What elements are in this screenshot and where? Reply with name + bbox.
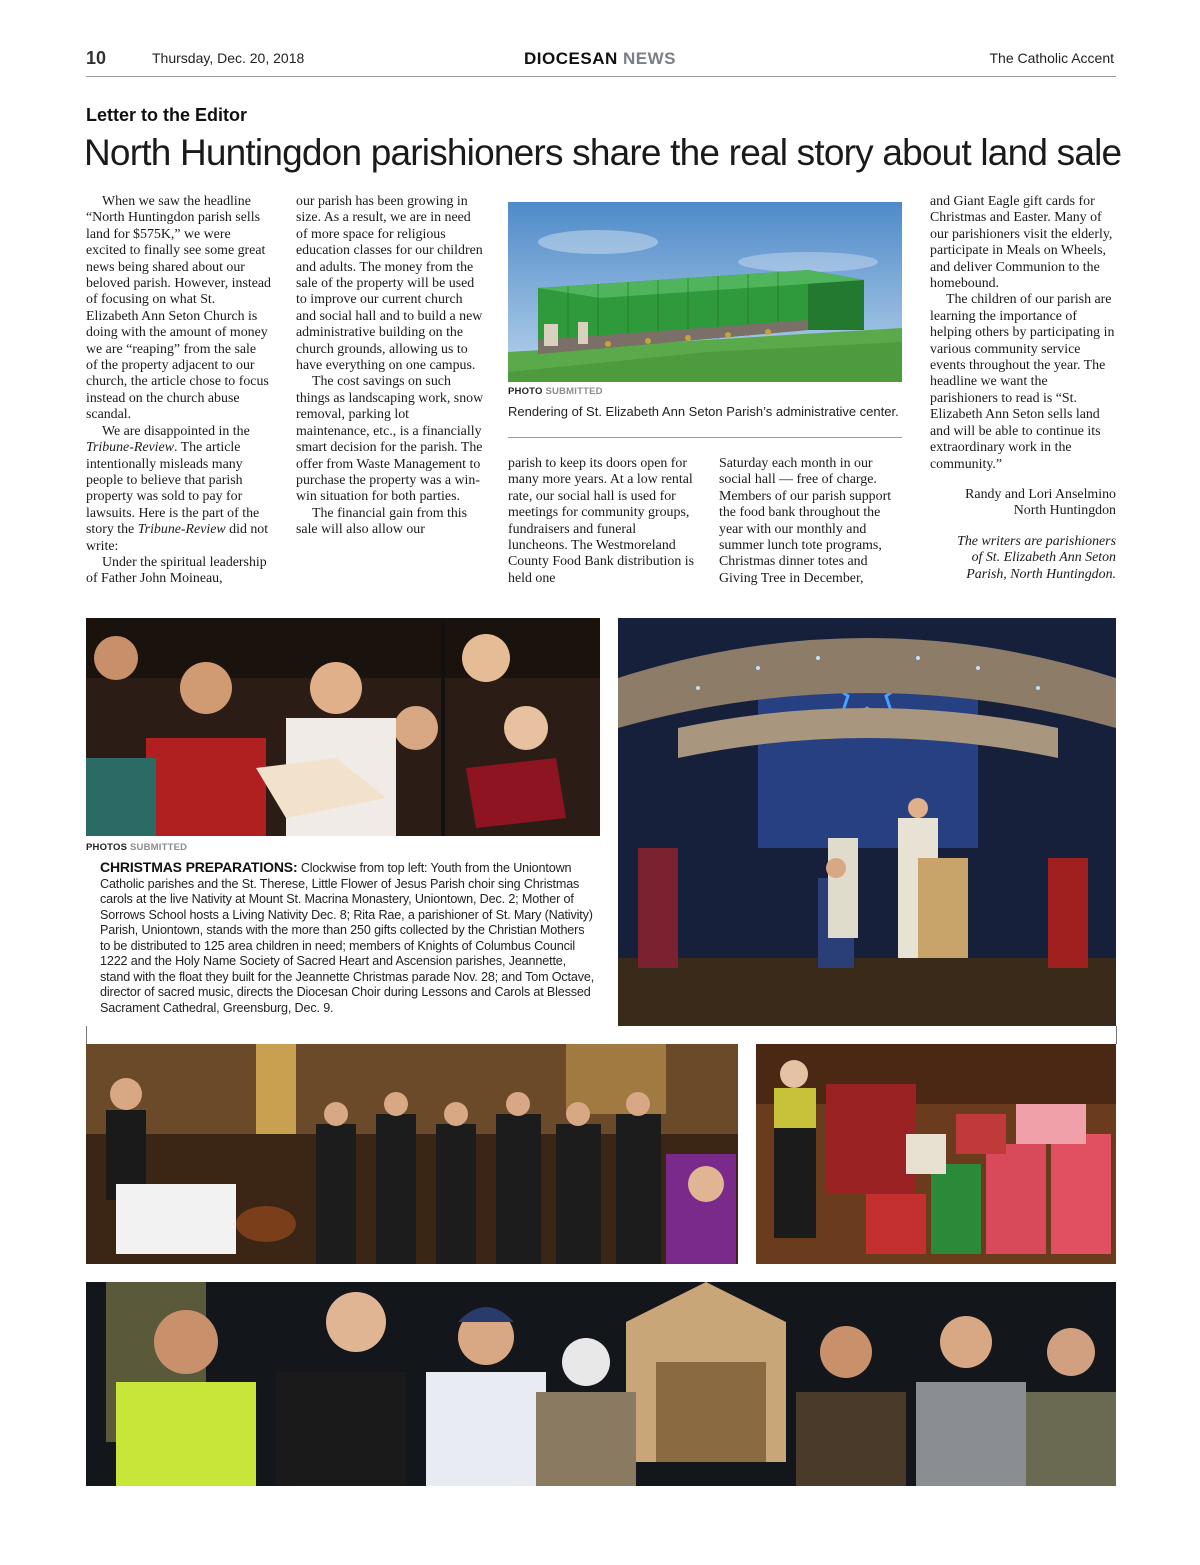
christmas-gifts-photo (756, 1044, 1116, 1264)
credit-status: SUBMITTED (545, 386, 603, 397)
article-headline: North Huntingdon parishioners share the real story about land sale (84, 132, 1122, 173)
article-kicker: Letter to the Editor (86, 105, 247, 125)
paragraph: When we saw the headline “North Huntingdon parish sells land for $575K,” we were excited to finally see some great news being shared about our beloved parish. However, instead of focusing on what St. Elizabeth Ann Seton Church is doing with the amount of money we are “reaping” from the sale of the property adjacent to our church, the article chose to focus instead on the church abuse scandal. (86, 194, 271, 423)
paragraph: The children of our parish are learning the importance of helping others by participating in various community service events throughout the year. The headline we want the parishioners to read is “St. Elizabeth Ann Seton sells land and will be able to continue its extraordinary work in the community.” (930, 292, 1115, 472)
photo-credit (508, 386, 603, 397)
article-column-4 (719, 456, 907, 587)
signature-names: Randy and Lori Anselmino (965, 486, 1116, 502)
article-column-3 (508, 456, 698, 587)
page-number: 10 (86, 48, 107, 68)
paragraph (86, 424, 271, 555)
paragraph: Saturday each month in our social hall — free of charge. Members of our parish support the food bank throughout the year with our monthly and summer lunch tote programs, Christmas dinner totes and Giving Tree in December, (719, 456, 892, 586)
header-divider (86, 76, 1116, 77)
paragraph: Under the spiritual leadership of Father John Moineau, (86, 554, 267, 587)
credit-label: PHOTO (508, 386, 543, 397)
letter-signature (930, 487, 1116, 520)
youth-choir-photo (86, 618, 600, 836)
text-run: We are disappointed in the (102, 423, 250, 439)
credit-label: PHOTOS (86, 842, 128, 853)
credit-status: SUBMITTED (130, 842, 188, 853)
photo-frame-line (86, 1026, 87, 1044)
article-column-5 (930, 194, 1116, 583)
caption-body: Clockwise from top left: Youth from the Uniontown Catholic parishes and the St. Therese, Little Flower of Jesus Parish choir sing Christmas carols at the live Nativity at Mount St. Macrina Monastery, Uniontown, Dec. 2; Mother of Sorrows School hosts a Living Nativity Dec. 8; Rita Rae, a parishioner of St. Mary (Nativity) Parish, Uniontown, stands with the more than 250 gifts collected by the Christian Mothers to be distributed to 125 area children in need; members of Knights of Columbus Council 1222 and the Holy Name Society of Sacred Heart and Ascension parishes, Jeannette, stand with the float they built for the Jeannette Christmas parade Nov. 28; and Tom Octave, director of sacred music, directs the Diocesan Choir during Lessons and Carols at Blessed Sacrament Cathedral, Greensburg, Dec. 9. (100, 861, 595, 1015)
signature-location: North Huntingdon (1013, 503, 1116, 519)
bio-line: The writers are parishioners (957, 533, 1116, 549)
parade-float-photo (86, 1282, 1116, 1486)
publication-name: The Catholic Accent (989, 50, 1114, 66)
photos-credit (86, 842, 187, 853)
paragraph: The financial gain from this sale will also allow our (296, 505, 468, 538)
paragraph: The cost savings on such things as landscaping work, snow removal, parking lot maintenance, etc., is a financially smart decision for the parish. The offer from Waste Management to purchase the property was a win-win situation for both parties. (296, 374, 484, 505)
bio-line: of St. Elizabeth Ann Seton (971, 550, 1116, 566)
article-column-2 (296, 194, 484, 539)
caption-lead: CHRISTMAS PREPARATIONS: (100, 859, 298, 875)
paragraph: and Giant Eagle gift cards for Christmas and Easter. Many of our parishioners visit the elderly, participate in Meals on Wheels, and deliver Communion to the homebound. (930, 194, 1113, 292)
issue-date: Thursday, Dec. 20, 2018 (152, 50, 305, 66)
text-run: did not write: (86, 522, 269, 554)
christmas-caption (100, 860, 596, 1016)
section-title-part1: DIOCESAN (524, 49, 618, 68)
bio-line: Parish, North Huntingdon. (966, 566, 1116, 582)
article-column-1 (86, 194, 271, 588)
italic-text: Tribune-Review (137, 522, 226, 538)
caption-divider (508, 437, 902, 438)
photo-caption: Rendering of St. Elizabeth Ann Seton Parish’s administrative center. (508, 404, 899, 419)
italic-text: Tribune-Review (86, 440, 174, 456)
building-rendering-photo (508, 202, 902, 382)
paragraph: parish to keep its doors open for many more years. At a low rental rate, our social hall is used for meetings for community groups, fundraisers and funeral luncheons. The Westmoreland County Food Bank distribution is held one (508, 456, 694, 586)
photo-frame-line (1116, 1026, 1117, 1044)
writer-bio (930, 534, 1116, 583)
section-title-part2: NEWS (622, 49, 676, 68)
cathedral-choir-photo (86, 1044, 738, 1264)
living-nativity-photo (618, 618, 1116, 1026)
paragraph: our parish has been growing in size. As a result, we are in need of more space for religious education classes for our children and adults. The money from the sale of the property will be used to improve our current church and social hall and to build a new administrative building on the church grounds, allowing us to have everything on one campus. (296, 194, 483, 374)
text-run: . The article intentionally misleads many people to believe that parish property was sold to pay for lawsuits. Here is the part of the story the (86, 440, 260, 538)
